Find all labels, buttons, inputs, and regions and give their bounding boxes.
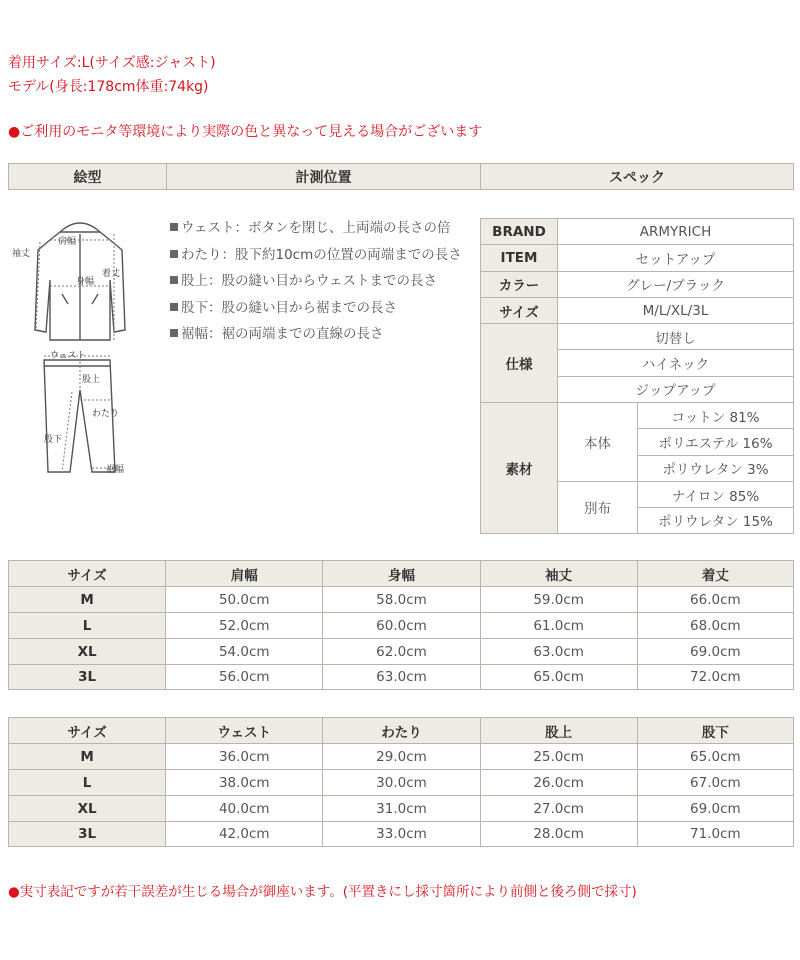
table-row: L 38.0cm 30.0cm 26.0cm 67.0cm [8,769,794,795]
model-size-text: 着用サイズ:L(サイズ感:ジャスト) [8,55,216,71]
spec-value-material: ポリウレタン 3% [637,455,794,481]
col-header: 着丈 [637,560,794,586]
spec-value-material: ナイロン 85% [637,481,794,507]
col-header: わたり [322,717,479,743]
spec-key-size: サイズ [480,297,557,323]
spec-value-style: ハイネック [557,349,794,375]
thigh-label: わたり [92,409,120,419]
note-item: 股下：股の縫い目から裾までの長さ [170,298,476,325]
spec-value-size: M/L/XL/3L [557,297,794,323]
spec-key-material: 素材 [480,402,557,533]
spec-value-material: コットン 81% [637,402,794,428]
table-row: M 50.0cm 58.0cm 59.0cm 66.0cm [8,586,794,612]
col-header: 袖丈 [480,560,637,586]
measurement-notes [170,218,476,351]
section-header [8,163,794,190]
table-row: L 52.0cm 60.0cm 61.0cm 68.0cm [8,612,794,638]
spec-value-style: 切替し [557,323,794,349]
sleeve-label: 袖丈 [12,249,31,259]
col-header: サイズ [8,560,165,586]
body-width-label: 身幅 [76,277,95,287]
table-row: M 36.0cm 29.0cm 25.0cm 65.0cm [8,743,794,769]
header-illustration: 絵型 [8,163,166,190]
bullet-square-icon [170,276,178,284]
spec-value-style: ジップアップ [557,376,794,402]
spec-key-item: ITEM [480,244,557,270]
waist-label: ウェスト [50,351,86,361]
color-notice: ●ご利用のモニタ等環境により実際の色と異なって見える場合がございます [8,124,483,140]
bullet-square-icon [170,250,178,258]
rise-label: 股上 [82,375,101,385]
col-header: 股上 [480,717,637,743]
spec-key-brand: BRAND [480,218,557,244]
inseam-label: 股下 [44,435,63,445]
col-header: サイズ [8,717,165,743]
table-row: 3L 42.0cm 33.0cm 28.0cm 71.0cm [8,821,794,847]
spec-value-material: ポリウレタン 15% [637,507,794,533]
bullet-square-icon [170,223,178,231]
table-row: 3L 56.0cm 63.0cm 65.0cm 72.0cm [8,664,794,690]
table-row: XL 54.0cm 62.0cm 63.0cm 69.0cm [8,638,794,664]
note-item: わたり：股下約10cmの位置の両端までの長さ [170,245,476,272]
col-header: 身幅 [322,560,479,586]
bottom-size-table [8,717,794,847]
measurement-notice: ●実寸表記ですが若干誤差が生じる場合が御座います。(平置きにし採寸箇所により前側と後ろ側で採寸) [8,884,637,900]
spec-value-brand: ARMYRICH [557,218,794,244]
spec-table [480,218,794,534]
garment-diagram [10,210,160,485]
top-size-table [8,560,794,690]
hem-label: 裾幅 [106,465,125,475]
note-item: 股上：股の縫い目からウェストまでの長さ [170,271,476,298]
spec-key-style: 仕様 [480,323,557,402]
col-header: 股下 [637,717,794,743]
note-item: 裾幅：裾の両端までの直線の長さ [170,324,476,351]
header-measure: 計測位置 [166,163,480,190]
header-spec: スペック [480,163,794,190]
model-body-text: モデル(身長:178cm体重:74kg) [8,79,209,95]
note-item: ウェスト：ボタンを閉じ、上両端の長さの倍 [170,218,476,245]
spec-value-material: ポリエステル 16% [637,428,794,454]
shoulder-label: 肩幅 [58,237,77,247]
table-row: XL 40.0cm 31.0cm 27.0cm 69.0cm [8,795,794,821]
spec-key-body: 本体 [557,402,637,481]
bullet-square-icon [170,329,178,337]
spec-key-other: 別布 [557,481,637,534]
spec-key-color: カラー [480,271,557,297]
col-header: ウェスト [165,717,322,743]
col-header: 肩幅 [165,560,322,586]
length-label: 着丈 [102,269,121,279]
bullet-square-icon [170,303,178,311]
spec-value-item: セットアップ [557,244,794,270]
spec-value-color: グレー/ブラック [557,271,794,297]
